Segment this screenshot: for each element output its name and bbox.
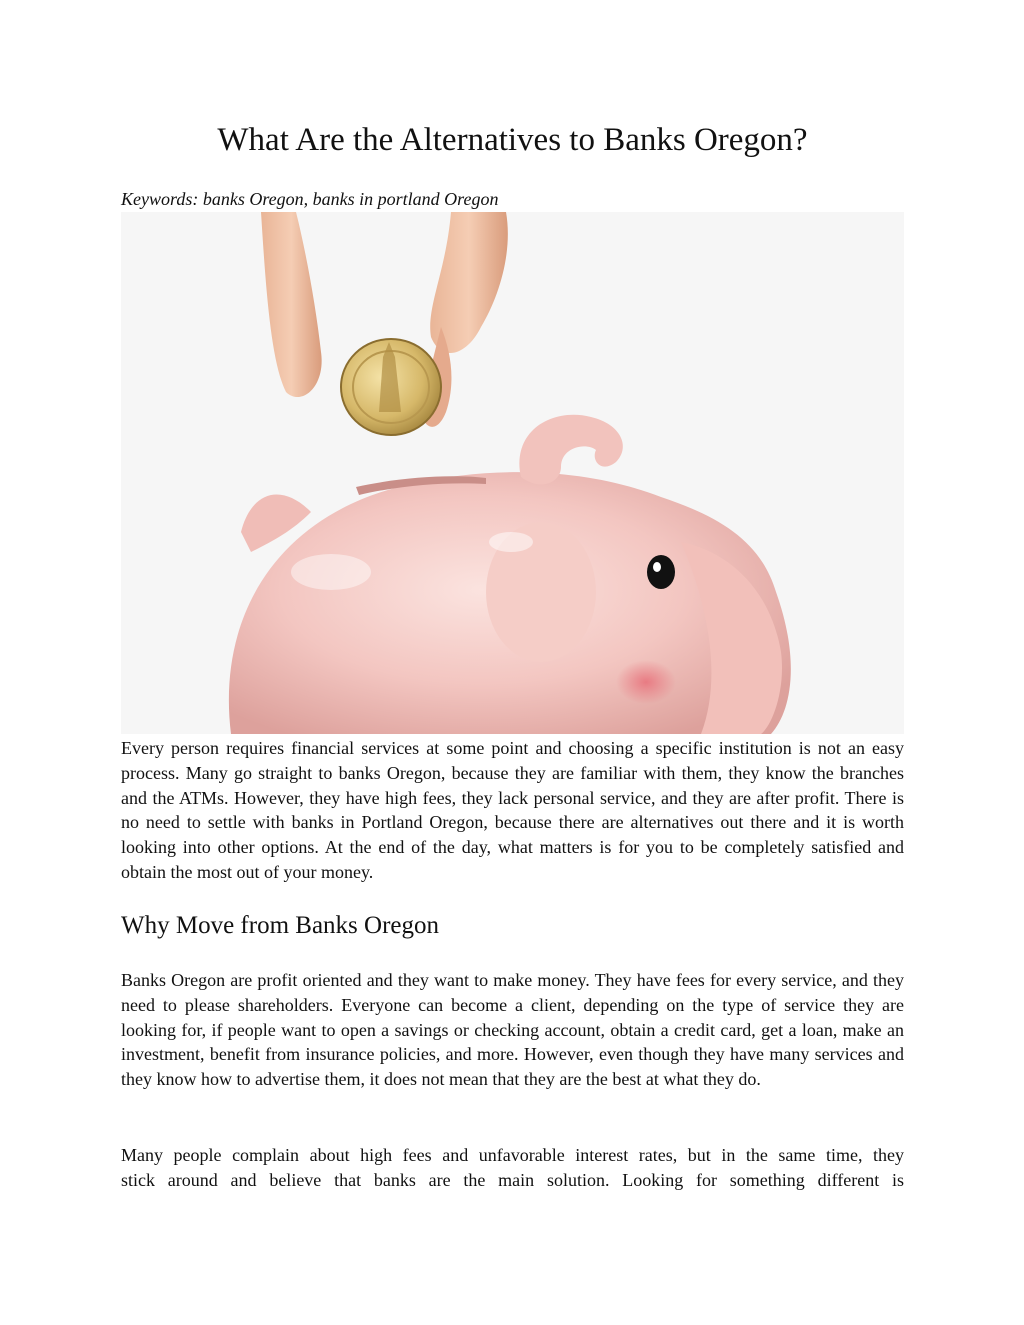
keywords-line: Keywords: banks Oregon, banks in portland Oregon	[121, 189, 499, 209]
body-paragraph-2	[121, 1143, 904, 1193]
body-paragraph-2-line-2: stick around and believe that banks are the main solution. Looking for something different is	[121, 1169, 904, 1190]
page-title: What Are the Alternatives to Banks Oregon?	[217, 122, 808, 158]
section-heading: Why Move from Banks Oregon	[121, 912, 439, 939]
piggy-bank-illustration	[121, 212, 904, 734]
intro-paragraph: Every person requires financial services at some point and choosing a specific institution is not an easy process. Many go straight to banks Oregon, because they are familiar with them, they know the branches and the ATMs. However, they have high fees, they lack personal service, and they are after profit. There is no need to settle with banks in Portland Oregon, because there are alternatives out there and it is worth looking into other options. At the end of the day, what matters is for you to be completely satisfied and obtain the most out of your money.	[121, 738, 904, 882]
body-paragraph-2-line-1: Many people complain about high fees and unfavorable interest rates, but in the same time, they	[121, 1145, 904, 1165]
body-paragraph-1: Banks Oregon are profit oriented and they want to make money. They have fees for every service, and they need to please shareholders. Everyone can become a client, depending on the type of service they are looking for, if people want to open a savings or checking account, obtain a credit card, get a loan, make an investment, benefit from insurance policies, and more. However, even though they have many services and they know how to advertise them, it does not mean that they are the best at what they do.	[121, 970, 904, 1090]
piggy-bank-image	[121, 212, 904, 734]
